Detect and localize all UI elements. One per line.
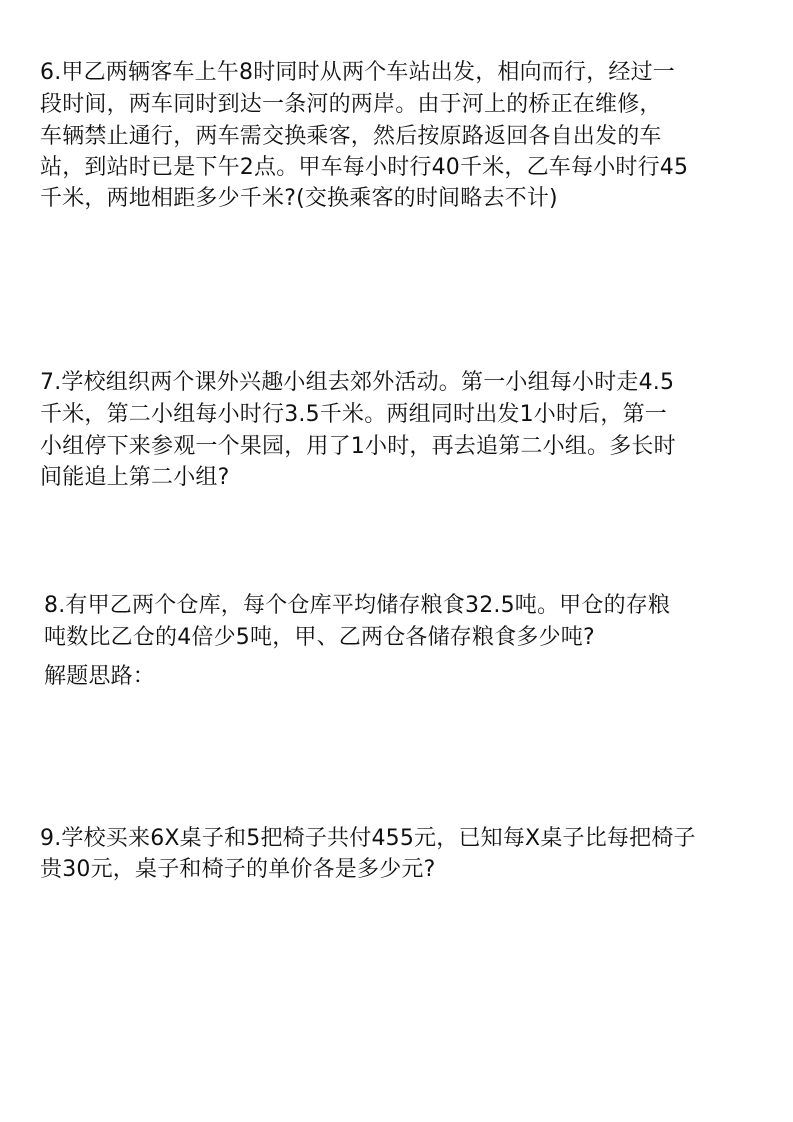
problem-7-line-1: 7.学校组织两个课外兴趣小组去郊外活动。第一小组每小时走4.5 [40,370,675,395]
problem-7-line-4: 间能追上第二小组? [40,465,230,490]
problem-6-line-2: 段时间，两车同时到达一条河的两岸。由于河上的桥正在维修， [40,92,662,117]
problem-8-hint-label: 解题思路： [44,664,156,689]
problem-6-line-5: 千米，两地相距多少千米?(交换乘客的时间略去不计) [40,186,558,211]
problem-6-line-3: 车辆禁止通行，两车需交换乘客，然后按原路返回各自出发的车 [40,124,662,149]
problem-7-line-3: 小组停下来参观一个果园，用了1小时，再去追第二小组。多长时 [40,434,676,459]
problem-8-line-2: 吨数比乙仓的4倍少5吨，甲、乙两仓各储存粮食多少吨? [44,625,595,650]
problem-8-line-1: 8.有甲乙两个仓库，每个仓库平均储存粮食32.5吨。甲仓的存粮 [44,593,671,618]
problem-9-line-2: 贵30元，桌子和椅子的单价各是多少元? [40,857,436,882]
problem-9-line-1: 9.学校买来6X桌子和5把椅子共付455元，已知每X桌子比每把椅子 [40,826,696,851]
problem-6-line-4: 站，到站时已是下午2点。甲车每小时行40千米，乙车每小时行45 [40,155,689,180]
problem-6-line-1: 6.甲乙两辆客车上午8时同时从两个车站出发，相向而行，经过一 [40,60,675,85]
problem-7-line-2: 千米，第二小组每小时行3.5千米。两组同时出发1小时后，第一 [40,402,667,427]
